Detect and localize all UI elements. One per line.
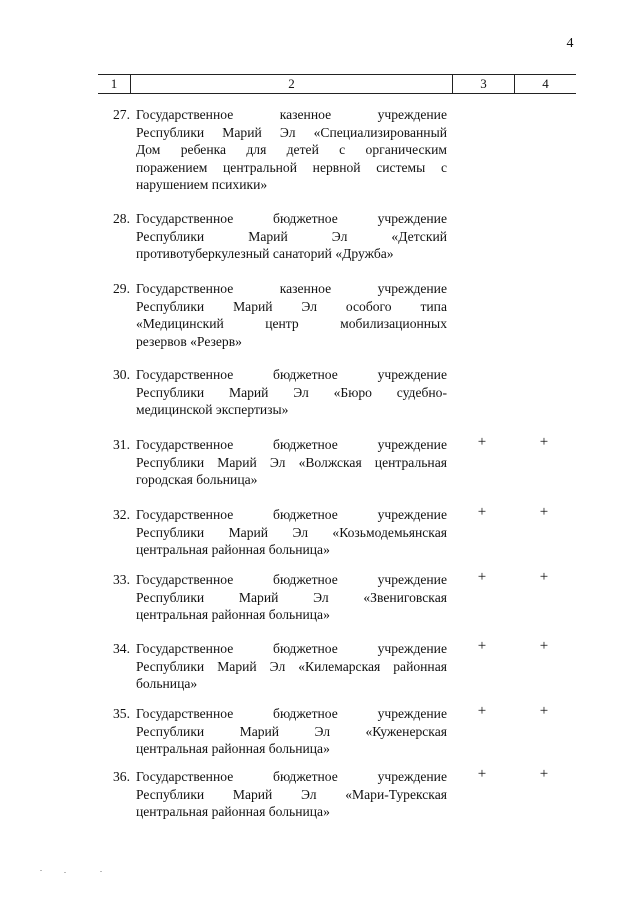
institution-name-line: Государственное бюджетное учреждение bbox=[136, 437, 447, 452]
row-number: 35. bbox=[113, 706, 130, 721]
row-number: 34. bbox=[113, 641, 130, 656]
institution-name-line: центральная районная больница» bbox=[136, 804, 330, 819]
institution-name-line: городская больница» bbox=[136, 472, 258, 487]
institution-name-line: больница» bbox=[136, 676, 198, 691]
institution-name bbox=[136, 571, 447, 624]
institution-name-line: нарушением психики» bbox=[136, 177, 268, 192]
row-number: 33. bbox=[113, 572, 130, 587]
institution-name-line: Республики Марий Эл «Козьмодемьянская bbox=[136, 524, 447, 540]
institution-name-line: резервов «Резерв» bbox=[136, 333, 242, 349]
institution-name bbox=[136, 210, 447, 263]
institution-name-line: поражением центральной нервной системы с bbox=[136, 159, 447, 175]
institution-name-line: Государственное бюджетное учреждение bbox=[136, 641, 447, 656]
institution-name-line: Государственное бюджетное учреждение bbox=[136, 507, 447, 522]
institution-name-line: Государственное казенное учреждение bbox=[136, 281, 447, 296]
table-header-col-4: 4 bbox=[514, 75, 576, 93]
institution-name-line: противотуберкулезный санаторий «Дружба» bbox=[136, 246, 394, 261]
institution-name-line: Государственное бюджетное учреждение bbox=[136, 367, 447, 382]
col-4-mark: + bbox=[539, 504, 549, 520]
institution-name-line: центральная районная больница» bbox=[136, 607, 330, 622]
page-number: 4 bbox=[566, 36, 574, 51]
institution-name-line: Республики Марий Эл «Килемарская районная bbox=[136, 658, 447, 674]
col-3-mark: + bbox=[477, 766, 487, 782]
institution-name-line: Республики Марий Эл «Мари-Турекская bbox=[136, 786, 447, 802]
row-number: 30. bbox=[113, 367, 130, 382]
col-3-mark: + bbox=[477, 504, 487, 520]
col-3-mark: + bbox=[477, 638, 487, 654]
institution-name bbox=[136, 506, 447, 559]
institution-name-line: Государственное бюджетное учреждение bbox=[136, 769, 447, 784]
scan-artifact bbox=[40, 870, 42, 871]
institution-name-line: Государственное бюджетное учреждение bbox=[136, 572, 447, 587]
col-4-mark: + bbox=[539, 766, 549, 782]
col-4-mark: + bbox=[539, 703, 549, 719]
row-number: 28. bbox=[113, 211, 130, 226]
table-header-col-2: 2 bbox=[130, 75, 452, 93]
institution-name bbox=[136, 106, 447, 194]
row-number: 36. bbox=[113, 769, 130, 784]
col-4-mark: + bbox=[539, 434, 549, 450]
scan-artifact bbox=[100, 871, 102, 872]
col-3-mark: + bbox=[477, 569, 487, 585]
institution-name-line: Дом ребенка для детей с органическим bbox=[136, 142, 447, 157]
institution-name-line: медицинской экспертизы» bbox=[136, 402, 289, 417]
col-4-mark: + bbox=[539, 569, 549, 585]
col-4-mark: + bbox=[539, 638, 549, 654]
institution-name-line: Государственное бюджетное учреждение bbox=[136, 706, 447, 721]
institution-name bbox=[136, 366, 447, 419]
institution-name-line: центральная районная больница» bbox=[136, 741, 330, 756]
row-number: 27. bbox=[113, 107, 130, 122]
institution-name-line: Республики Марий Эл «Волжская центральная bbox=[136, 454, 447, 470]
row-number: 31. bbox=[113, 437, 130, 452]
institution-name-line: Республики Марий Эл «Куженерская bbox=[136, 723, 447, 739]
institution-name-line: Республики Марий Эл особого типа bbox=[136, 298, 447, 314]
institution-name bbox=[136, 640, 447, 693]
institution-name bbox=[136, 705, 447, 758]
col-3-mark: + bbox=[477, 434, 487, 450]
row-number: 32. bbox=[113, 507, 130, 522]
institution-name-line: Государственное бюджетное учреждение bbox=[136, 211, 447, 226]
institution-name-line: центральная районная больница» bbox=[136, 542, 330, 557]
institution-name bbox=[136, 280, 447, 350]
institution-name-line: «Медицинский центр мобилизационных bbox=[136, 316, 447, 331]
institution-name bbox=[136, 768, 447, 821]
table-header-col-1: 1 bbox=[110, 76, 118, 91]
col-3-mark: + bbox=[477, 703, 487, 719]
institution-name-line: Республики Марий Эл «Специализированный bbox=[136, 124, 447, 140]
row-number: 29. bbox=[113, 281, 130, 296]
institution-name-line: Государственное казенное учреждение bbox=[136, 107, 447, 122]
institution-name bbox=[136, 436, 447, 489]
scan-artifact bbox=[64, 872, 66, 873]
institution-name-line: Республики Марий Эл «Звениговская bbox=[136, 589, 447, 605]
institution-name-line: Республики Марий Эл «Бюро судебно- bbox=[136, 384, 447, 400]
table-header-col-3: 3 bbox=[452, 75, 514, 93]
institution-name-line: Республики Марий Эл «Детский bbox=[136, 228, 447, 244]
